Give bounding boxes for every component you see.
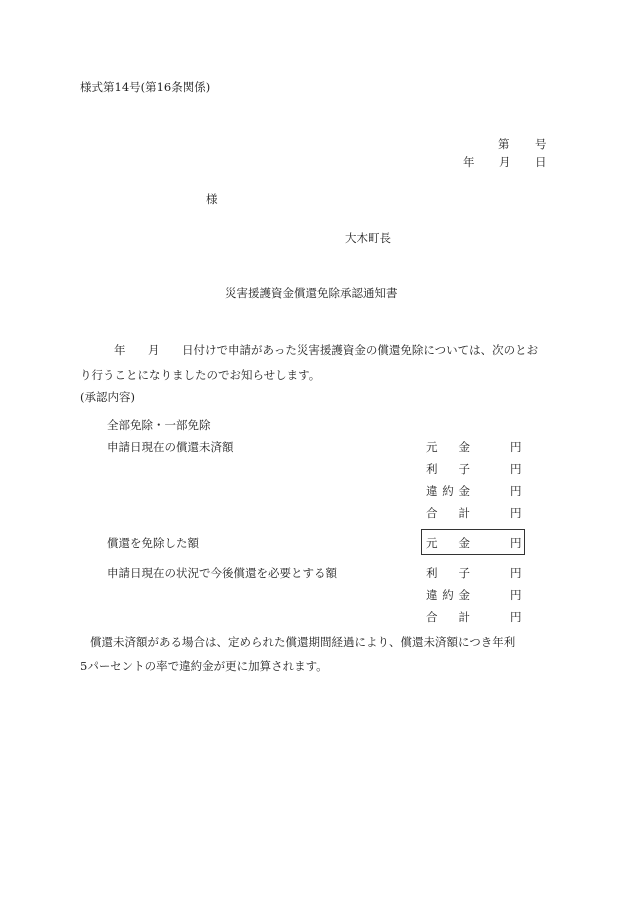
required-interest-label: 利 子 — [426, 566, 470, 580]
required-total-unit: 円 — [510, 610, 522, 624]
required-penalty-unit: 円 — [510, 588, 522, 602]
note-line2: 5パーセントの率で違約金が更に加算されます。 — [80, 659, 328, 673]
date-day: 日 — [535, 155, 547, 169]
exempted-principal-label: 元 金 — [426, 536, 470, 550]
body-year: 年 — [114, 343, 126, 357]
exempted-principal-unit: 円 — [510, 536, 522, 550]
doc-number-go: 号 — [535, 137, 547, 151]
required-label: 申請日現在の状況で今後償還を必要とする額 — [107, 566, 337, 580]
issuer-title: 大木町長 — [345, 231, 391, 245]
unpaid-penalty-unit: 円 — [510, 484, 522, 498]
body-line1-rest: 日付けで申請があった災害援護資金の償還免除については、次のとお — [182, 343, 539, 357]
unpaid-interest-unit: 円 — [510, 462, 522, 476]
section-label: (承認内容) — [80, 390, 135, 404]
document-title: 災害援護資金償還免除承認通知書 — [225, 286, 398, 300]
recipient-sama: 様 — [206, 192, 218, 206]
required-penalty-label: 違約金 — [426, 588, 470, 602]
unpaid-penalty-label: 違約金 — [426, 484, 470, 498]
unpaid-principal-unit: 円 — [510, 440, 522, 454]
unpaid-principal-label: 元 金 — [426, 440, 470, 454]
required-interest-unit: 円 — [510, 566, 522, 580]
form-number: 様式第14号(第16条関係) — [80, 80, 211, 94]
doc-number-dai: 第 — [498, 137, 510, 151]
body-month: 月 — [148, 343, 160, 357]
exempted-label: 償還を免除した額 — [107, 536, 199, 550]
required-total-label: 合 計 — [426, 610, 470, 624]
date-month: 月 — [499, 155, 511, 169]
unpaid-interest-label: 利 子 — [426, 462, 470, 476]
unpaid-label: 申請日現在の償還未済額 — [107, 440, 234, 454]
unpaid-total-unit: 円 — [510, 506, 522, 520]
date-year: 年 — [463, 155, 475, 169]
body-line2: り行うことになりましたのでお知らせします。 — [80, 368, 321, 382]
unpaid-total-label: 合 計 — [426, 506, 470, 520]
note-line1: 償還未済額がある場合は、定められた償還期間経過により、償還未済額につき年利 — [90, 635, 516, 649]
exemption-type: 全部免除・一部免除 — [107, 418, 211, 432]
